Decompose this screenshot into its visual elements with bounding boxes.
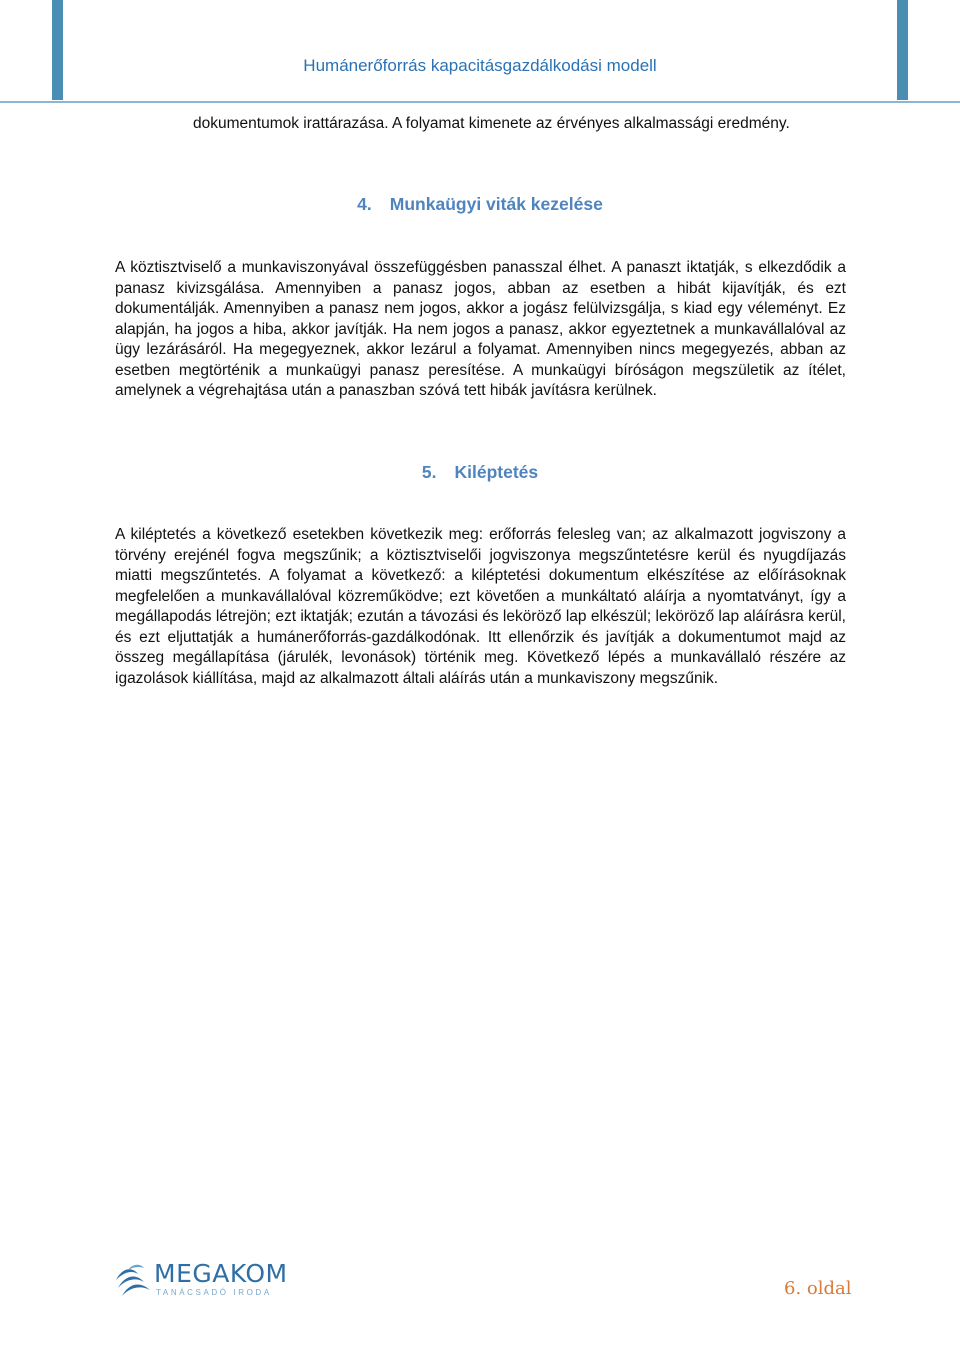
company-logo <box>114 1259 288 1302</box>
header-right-accent-bar <box>897 0 908 100</box>
section-heading-4 <box>0 194 960 215</box>
section-heading-5 <box>0 462 960 483</box>
logo-name: MEGAKOM <box>154 1259 288 1288</box>
logo-wave-icon <box>114 1262 152 1298</box>
section-title: Munkaügyi viták kezelése <box>389 194 603 214</box>
header-divider <box>0 101 960 103</box>
logo-subtitle: TANÁCSADÓ IRODA <box>156 1288 272 1297</box>
page-number: 6. oldal <box>784 1278 852 1299</box>
section-4-paragraph: A köztisztviselő a munkaviszonyával összefüggésben panasszal élhet. A panaszt iktatják, s elkezdődik a panasz kivizsgálása. Amennyiben a panasz jogos, abban az esetben a hibát kijavítják, és ezt dokumentálják. Amennyiben a panasz nem jogos, akkor a jogász felülvizsgálja, s kiad egy véleményt. Ez alapján, ha jogos a hiba, akkor javítják. Ha nem jogos a panasz, akkor egyeztetnek a munkavállalóval az ügy lezárásáról. Ha megegyeznek, akkor lezárul a folyamat. Amennyiben nincs megegyezés, abban az esetben megtörténik a munkaügyi panasz peresítése. A munkaügyi bíróságon megszületik az ítélet, amelynek a végrehajtása után a panaszban szóvá tett hibák javításra kerülnek. <box>115 259 846 399</box>
section-number: 5. <box>421 462 437 482</box>
header-title: Humánerőforrás kapacitásgazdálkodási modell <box>303 56 657 75</box>
intro-paragraph: dokumentumok irattárazása. A folyamat kimenete az érvényes alkalmassági eredmény. <box>193 115 790 132</box>
section-5-paragraph: A kiléptetés a következő esetekben következik meg: erőforrás felesleg van; az alkalmazott jogviszony a törvény erejénél fogva megszűnik; a köztisztviselői jogviszonya megszűntetésre kerül és nyugdíjazás miatti megszűntetés. A folyamat a következő: a kiléptetési dokumentum elkészítése az előírásoknak megfelelően a munkavállalóval közreműködve; ezt követően a munkáltató aláírja a nyomtatványt, így a megállapodás létrejön; ezt iktatják; ezután a távozási és leköröző lap elkészül; leköröző lap aláírásra kerül, és ezt eljuttatják a humánerőforrás-gazdálkodónak. Itt ellenőrzik és javítják a dokumentumot majd az összeg megállapítása (járulék, levonások) történik meg. Következő lépés a munkavállaló részére az igazolások kiállítása, majd az alkalmazott általi aláírás után a munkaviszony megszűnik. <box>115 526 846 687</box>
section-number: 4. <box>357 194 372 214</box>
header-left-accent-bar <box>52 0 63 100</box>
section-title: Kiléptetés <box>454 462 539 482</box>
